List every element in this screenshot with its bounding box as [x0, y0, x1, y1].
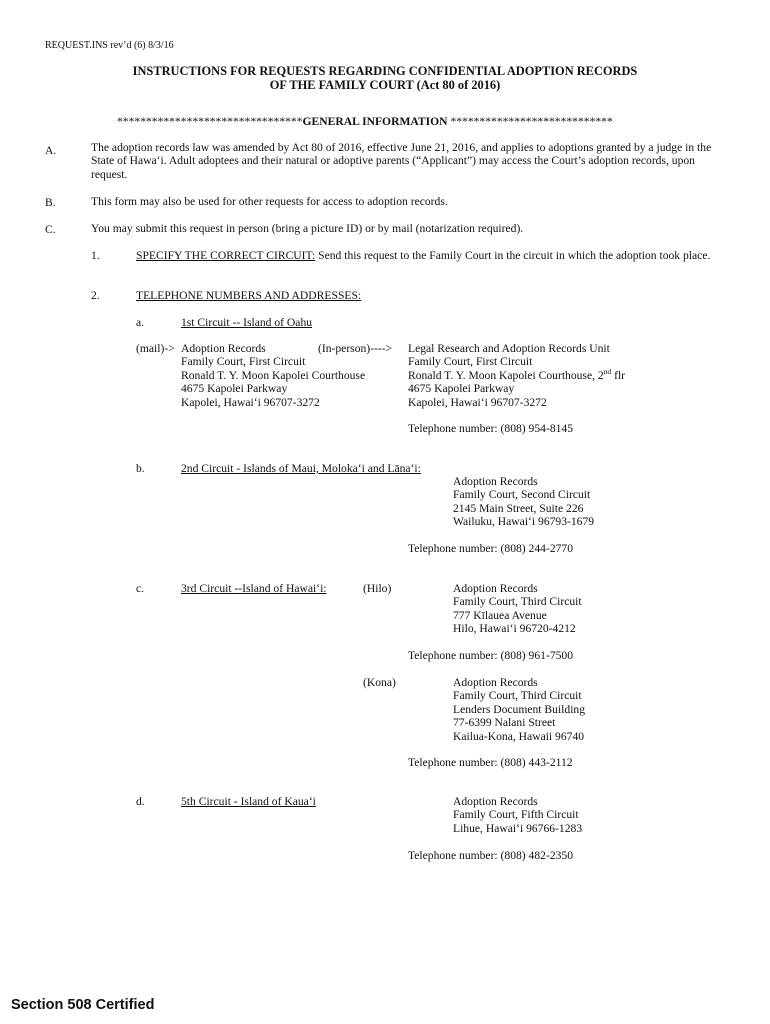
page-title: INSTRUCTIONS FOR REQUESTS REGARDING CONFIDENTIAL ADOPTION RECORDS	[132, 64, 638, 78]
address-line: Ronald T. Y. Moon Kapolei Courthouse	[181, 368, 366, 382]
circuit-c-kona-address	[453, 676, 585, 743]
section-letter-a: A.	[45, 144, 57, 157]
circuit-c-kona-phone: Telephone number: (808) 443-2112	[408, 756, 573, 769]
general-information-heading	[117, 115, 613, 128]
address-line: Family Court, First Circuit	[181, 355, 306, 369]
circuit-b-address	[453, 475, 594, 529]
circuit-c-name: 3rd Circuit --Island of Hawai‘i:	[181, 582, 327, 595]
section-c-text: You may submit this request in person (bring a picture ID) or by mail (notarization required).	[91, 222, 524, 235]
circuit-d-name: 5th Circuit - Island of Kaua‘i	[181, 795, 316, 808]
address-line: Kapolei, Hawai‘i 96707-3272	[181, 395, 320, 409]
circuit-letter-a: a.	[136, 316, 145, 329]
address-line: Adoption Records	[181, 342, 266, 355]
address-line: Adoption Records	[453, 676, 538, 689]
circuit-a-name: 1st Circuit -- Island of Oahu	[181, 316, 313, 329]
address-line: Family Court, Fifth Circuit	[453, 808, 579, 822]
circuit-b-phone: Telephone number: (808) 244-2770	[408, 542, 574, 555]
specify-circuit-label: SPECIFY THE CORRECT CIRCUIT:	[136, 249, 316, 262]
page-subtitle: OF THE FAMILY COURT (Act 80 of 2016)	[269, 78, 501, 92]
address-line: Adoption Records	[453, 795, 538, 808]
in-person-label: (In-person)---->	[318, 342, 393, 355]
circuit-b-name: 2nd Circuit - Islands of Maui, Moloka‘i and Lāna‘i:	[181, 462, 421, 475]
section-letter-b: B.	[45, 196, 56, 209]
circuit-c-hilo-address	[453, 582, 582, 636]
floor-superscript: nd	[603, 366, 612, 376]
circuit-a-phone: Telephone number: (808) 954-8145	[408, 422, 574, 435]
address-line: 2145 Main Street, Suite 226	[453, 501, 584, 515]
address-line: Family Court, Second Circuit	[453, 488, 591, 502]
section-a-text: The adoption records law was amended by Act 80 of 2016, effective June 21, 2016, and applies to adoptions granted by a judge in the State of Hawaʻi. Adult adoptees and their natural or adoptive parents (“Applicant”) may access the Court’s adoption records, upon request.	[91, 141, 712, 181]
circuit-a-in-person-address	[408, 342, 625, 409]
general-information-label: GENERAL INFORMATION	[302, 115, 448, 128]
address-line: Lihue, Hawai‘i 96766-1283	[453, 821, 583, 835]
specify-circuit-instruction: Send this request to the Family Court in the circuit in which the adoption took place.	[315, 249, 711, 262]
address-line: Family Court, Third Circuit	[453, 595, 582, 609]
address-line: 4675 Kapolei Parkway	[181, 382, 288, 396]
circuit-letter-d: d.	[136, 795, 145, 808]
stars-right: ****************************	[447, 115, 613, 128]
address-line: Kapolei, Hawai‘i 96707-3272	[408, 395, 547, 409]
telephone-addresses-label: TELEPHONE NUMBERS AND ADDRESSES:	[136, 289, 362, 302]
circuit-letter-b: b.	[136, 462, 145, 475]
section-letter-c: C.	[45, 223, 56, 236]
circuit-d-phone: Telephone number: (808) 482-2350	[408, 849, 574, 862]
form-revision-id: REQUEST.INS rev’d (6) 8/3/16	[45, 40, 174, 51]
item-number-1: 1.	[91, 249, 100, 262]
stars-left: ********************************	[117, 115, 303, 128]
item-1-text	[136, 249, 711, 262]
section-b-text: This form may also be used for other requests for access to adoption records.	[91, 195, 448, 208]
address-line: Wailuku, Hawai‘i 96793-1679	[453, 515, 595, 529]
address-line: Family Court, First Circuit	[408, 355, 533, 369]
section-508-certified-label: Section 508 Certified	[11, 997, 155, 1013]
address-line: 777 Kīlauea Avenue	[453, 608, 547, 622]
circuit-d-address	[453, 795, 582, 835]
circuit-c-hilo-phone: Telephone number: (808) 961-7500	[408, 649, 574, 662]
address-line: 77-6399 Nalani Street	[453, 716, 556, 730]
address-line: Lenders Document Building	[453, 702, 586, 716]
mail-prefix: (mail)->	[136, 342, 175, 355]
kona-label: (Kona)	[363, 676, 396, 689]
floor-suffix: flr	[611, 368, 626, 382]
address-line: Kailua-Kona, Hawaii 96740	[453, 729, 585, 743]
address-line: Adoption Records	[453, 582, 538, 595]
address-line: 4675 Kapolei Parkway	[408, 382, 515, 396]
address-line: Hilo, Hawai‘i 96720-4212	[453, 622, 576, 636]
circuit-letter-c: c.	[136, 582, 145, 595]
address-line: Legal Research and Adoption Records Unit	[408, 342, 610, 355]
address-line: Adoption Records	[453, 475, 538, 488]
address-line-floor: Ronald T. Y. Moon Kapolei Courthouse, 2nd flr	[408, 366, 626, 382]
address-line: Family Court, Third Circuit	[453, 689, 582, 703]
item-number-2: 2.	[91, 289, 100, 302]
hilo-label: (Hilo)	[363, 582, 392, 595]
